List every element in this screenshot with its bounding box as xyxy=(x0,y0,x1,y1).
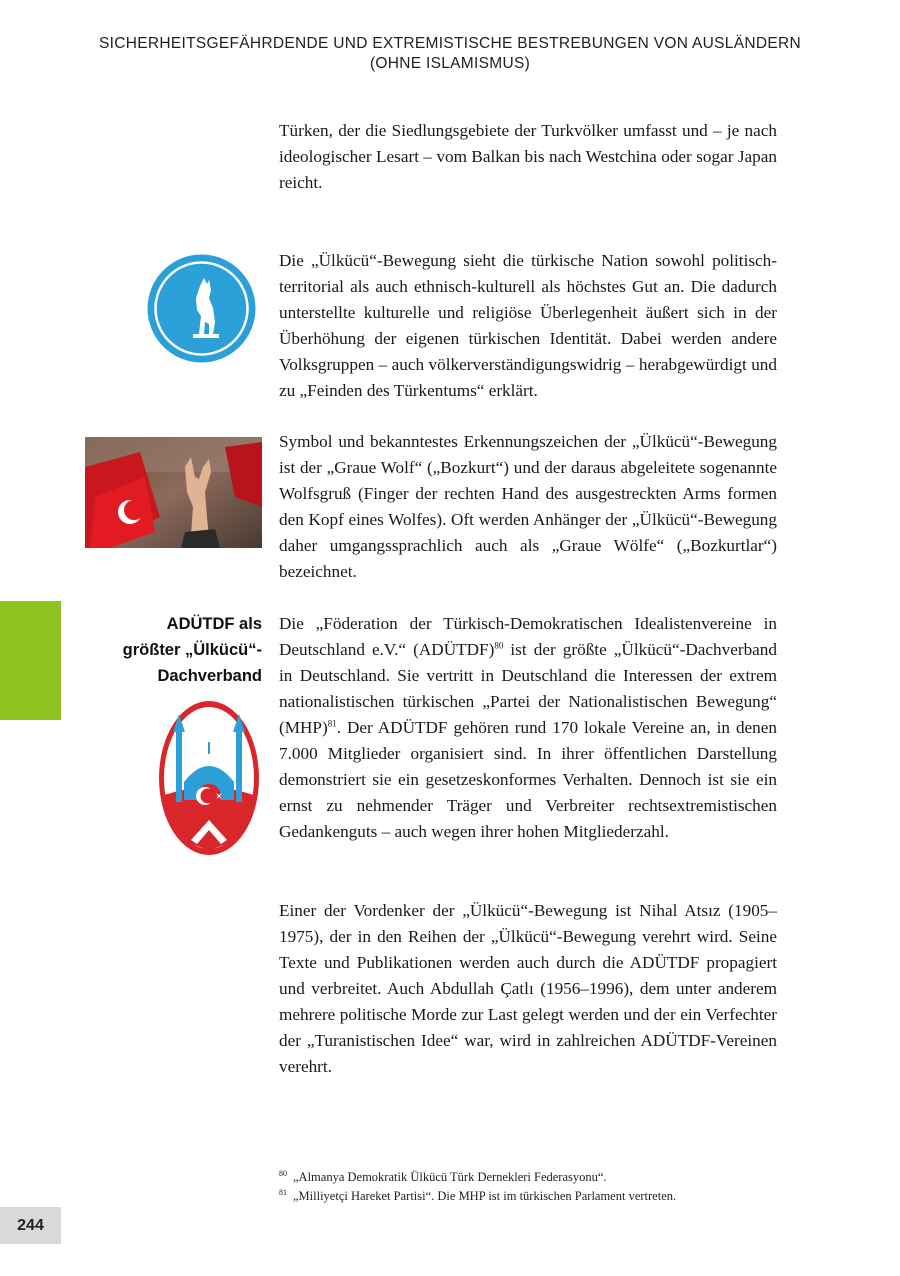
paragraph-grey-wolf-symbol: Symbol und bekanntestes Erkennungszeichen der „Ülkücü“-Bewegung ist der „Graue Wolf“ („Bozkurt“) und der daraus abgeleitete sogenannte Wolfsgruß (Finger der rechten Hand des ausgestreckten Arms formen den Kopf eines Wolfes). Oft werden Anhänger der „Ülkücü“-Bewegung daher umgangssprachlich auch als „Graue Wölfe“ („Bozkurtlar“) bezeichnet. xyxy=(279,432,777,581)
footnote-ref-80[interactable]: 80 xyxy=(494,640,504,651)
margin-heading xyxy=(100,611,262,689)
running-header xyxy=(0,34,900,74)
adutdf-text-part-3: . Der ADÜTDF gehören rund 170 lokale Vereine an, in denen 7.000 Mitglieder organisiert sind. In ihrer öffentlichen Darstellung demonstriert sie ein gesetzeskonformes Verhalten. Dennoch ist sie ein ernst zu nehmender Träger und Verbreiter rechtsextremistischen Gedankenguts – auch wegen ihrer hohen Mitgliederzahl. xyxy=(279,718,777,841)
header-line-1: SICHERHEITSGEFÄHRDENDE UND EXTREMISTISCHE BESTREBUNGEN VON AUSLÄNDERN xyxy=(99,35,801,52)
chapter-marker-tab xyxy=(0,601,61,720)
paragraph-turan-continuation: Türken, der die Siedlungsgebiete der Turkvölker umfasst und – je nach ideologischer Lesart – vom Balkan bis nach Westchina oder sogar Japan reicht. xyxy=(279,121,777,192)
margin-heading-line-1: ADÜTDF als xyxy=(166,615,262,633)
header-line-2: (OHNE ISLAMISMUS) xyxy=(369,55,531,72)
adutdf-logo-image xyxy=(158,700,260,856)
paragraph-adutdf xyxy=(279,611,777,845)
footnotes xyxy=(279,1168,799,1206)
wolf-salute-photo xyxy=(85,437,262,548)
adutdf-text-part-2: ist der größte „Ülkücü“-Dachverband in Deutschland. Sie vertritt in Deutschland die Interessen der extrem nationalistischen türkischen „Partei der Nationalistischen Bewegung“ (MHP) xyxy=(279,640,777,737)
grey-wolf-emblem-image xyxy=(147,254,256,363)
footnote-ref-81[interactable]: 81 xyxy=(327,718,337,729)
paragraph-ideology: Die „Ülkücü“-Bewegung sieht die türkische Nation sowohl politisch-territorial als auch ethnisch-kulturell als höchstes Gut an. Die dadurch unterstellte kulturelle und religiöse Überlegenheit äußert sich in der Überhöhung der eigenen türkischen Identität. Dabei werden andere Volksgruppen – auch völkerverständigungswidrig – herabgewürdigt und zu „Feinden des Türkentums“ erklärt. xyxy=(279,251,777,400)
footnote-number: 80 xyxy=(279,1168,287,1178)
footnote-81 xyxy=(279,1187,799,1206)
adutdf-text-part-1: Die „Föderation der Türkisch-Demokratischen Idealistenvereine in Deutschland e.V.“ (ADÜTDF) xyxy=(279,614,777,659)
paragraph-ideologues: Einer der Vordenker der „Ülkücü“-Bewegung ist Nihal Atsız (1905–1975), der in den Reihen der „Ülkücü“-Bewegung verehrt wird. Seine Texte und Publikationen werden auch durch die ADÜTDF propagiert und verbreitet. Auch Abdullah Çatlı (1956–1996), dem unter anderem mehrere politische Morde zur Last gelegt werden und der ein Verfechter der „Turanistischen Idee“ war, wird in zahlreichen ADÜTDF-Vereinen verehrt. xyxy=(279,901,777,1076)
footnote-number: 81 xyxy=(279,1187,287,1197)
margin-heading-line-2: größter „Ülkücü“- xyxy=(122,641,262,659)
footnote-80 xyxy=(279,1168,799,1187)
margin-heading-line-3: Dachverband xyxy=(157,667,262,685)
page-number: 244 xyxy=(0,1207,61,1244)
footnote-text: „Almanya Demokratik Ülkücü Türk Dernekleri Federasyonu“. xyxy=(293,1170,607,1184)
footnote-text: „Milliyetçi Hareket Partisi“. Die MHP ist im türkischen Parlament vertreten. xyxy=(293,1189,677,1203)
